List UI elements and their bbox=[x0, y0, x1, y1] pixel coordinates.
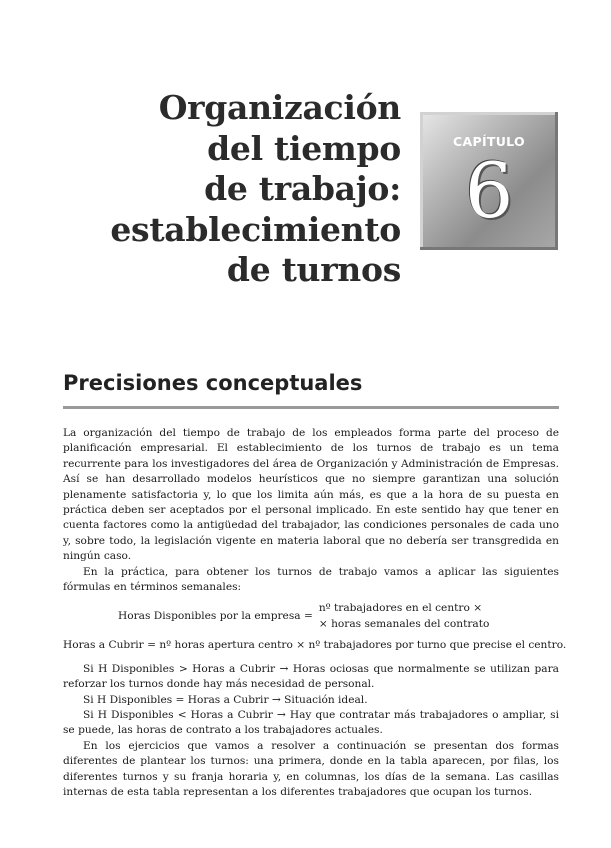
chapter-title-line: de turnos bbox=[226, 250, 401, 289]
paragraph: Si H Disponibles = Horas a Cubrir → Situación ideal. bbox=[83, 693, 368, 706]
chapter-title-line: Organización bbox=[158, 88, 401, 127]
formula-rhs-line: nº trabajadores en el centro × bbox=[318, 602, 483, 615]
section-heading: Precisiones conceptuales bbox=[63, 371, 363, 395]
formula-lhs: Horas Disponibles por la empresa = bbox=[118, 610, 313, 623]
section-divider bbox=[63, 406, 559, 409]
chapter-title-line: de trabajo: bbox=[204, 169, 401, 208]
chapter-title-line: del tiempo bbox=[207, 128, 401, 168]
paragraph: En la práctica, para obtener los turnos de trabajo vamos a aplicar las siguientes fórmulas en términos semanales: bbox=[63, 565, 559, 594]
chapter-number-box bbox=[420, 112, 558, 250]
formula-hours-to-cover: Horas a Cubrir = nº horas apertura centro × nº trabajadores por turno que precise el centro. bbox=[63, 639, 567, 652]
chapter-number: 6 bbox=[464, 146, 514, 235]
paragraph: Si H Disponibles < Horas a Cubrir → Hay que contratar más trabajadores o ampliar, si se puede, las horas de contrato a los trabajadores actuales. bbox=[63, 708, 559, 737]
formula-rhs bbox=[319, 601, 490, 632]
chapter-label: CAPÍTULO bbox=[453, 134, 525, 149]
paragraph: Si H Disponibles > Horas a Cubrir → Horas ociosas que normalmente se utilizan para reforzar los turnos donde hay más necesidad de personal. bbox=[63, 662, 559, 691]
body-text bbox=[63, 426, 567, 800]
paragraph: En los ejercicios que vamos a resolver a continuación se presentan dos formas diferentes de plantear los turnos: una primera, donde en la tabla aparecen, por filas, los diferentes turnos y su franja horaria y, en columnas, los días de la semana. Las casillas internas de esta tabla representan a los diferentes trabajadores que ocupan los turnos. bbox=[63, 739, 559, 798]
formula-rhs-line: × horas semanales del contrato bbox=[318, 617, 490, 630]
chapter-title-line: establecimiento bbox=[110, 209, 401, 249]
chapter-title bbox=[110, 88, 401, 291]
formula-available-hours bbox=[118, 601, 559, 632]
paragraph: La organización del tiempo de trabajo de los empleados forma parte del proceso de planificación empresarial. El establecimiento de los turnos de trabajo es un tema recurrente para los investigadores del área de Organización y Administración de Empresas. Así se han desarrollado modelos heurísticos que no siempre garantizan una solución plenamente satisfactoria y, lo que los limita aún más, es que a la hora de su puesta en práctica deben ser aceptados por el personal implicado. En este sentido hay que tener en cuenta factores como la antigüedad del trabajador, las condiciones personales de cada uno y, sobre todo, la legislación vigente en materia laboral que no debería ser transgredida en ningún caso. bbox=[63, 427, 559, 563]
